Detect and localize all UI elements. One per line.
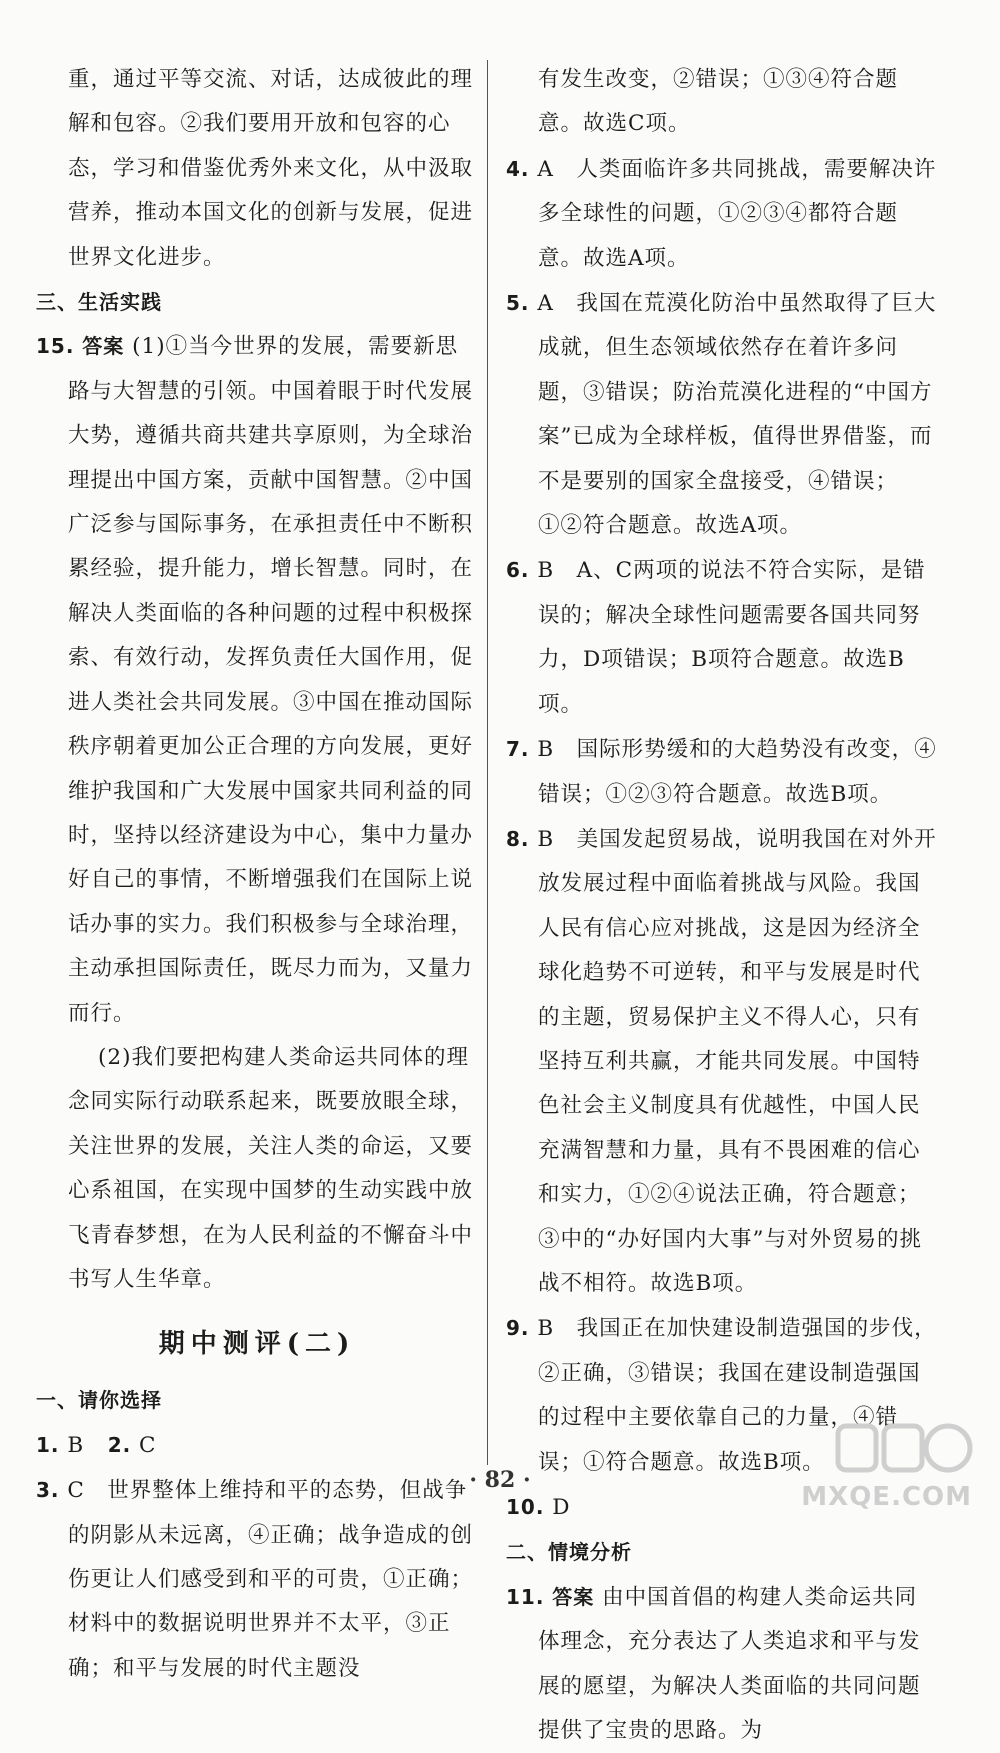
answers-1-2 <box>36 1423 478 1468</box>
question-number: 10. <box>506 1495 545 1519</box>
question-number: 11. <box>506 1584 545 1609</box>
question-15 <box>36 324 478 1036</box>
question-number: 4. <box>506 156 530 181</box>
question-11 <box>506 1575 938 1753</box>
page-number: · 82 · <box>469 1467 531 1493</box>
section-title: 期中测评(二) <box>158 1329 356 1360</box>
watermark-logo <box>801 1420 978 1516</box>
answer-text-part2: (2)我们要把构建人类命运共同体的理念同实际行动联系起来，既要放眼全球，关注世界的发展，关注人类的命运，又要心系祖国，在实现中国梦的生动实践中放飞青春梦想，在为人民利益的不懈奋斗中书写人生华章。 <box>68 1044 474 1292</box>
answer-text-part1: (1)①当今世界的发展，需要新思路与大智慧的引领。中国着眼于时代发展大势，遵循共商共建共享原则，为全球治理提出中国方案，贡献中国智慧。②中国广泛参与国际事务，在承担责任中不断积累经验，提升能力，增长智慧。同时，在解决人类面临的各种问题的过程中积极探索、有效行动，发挥负责任大国作用，促进人类社会共同发展。③中国在推动国际秩序朝着更加公正合理的方向发展，更好维护我国和广大发展中国家共同利益的同时，坚持以经济建设为中心，集中力量办好自己的事情，不断增强我们在国际上说话办事的实力。我们积极参与全球治理，主动承担国际责任，既尽力而为，又量力而行。 <box>68 334 474 1026</box>
question-number: 2. <box>107 1432 132 1457</box>
question-4 <box>506 147 938 281</box>
answer-label: 答案 <box>552 1584 595 1609</box>
continued-paragraph: 重，通过平等交流、对话，达成彼此的理解和包容。②我们要用开放和包容的心态，学习和借鉴优秀外来文化，从中汲取营养，推动本国文化的创新与发展，促进世界文化进步。 <box>68 67 474 270</box>
answer-text: B 美国发起贸易战，说明我国在对外开放发展过程中面临着挑战与风险。我国人民有信心应对挑战，这是因为经济全球化趋势不可逆转，和平与发展是时代的主题，贸易保护主义不得人心，只有坚持互利共赢，才能共同发展。中国特色社会主义制度具有优越性，中国人民充满智慧和力量，具有不畏困难的信心和实力，①②④说法正确，符合题意；③中的“办好国内大事”与对外贸易的挑战不相符。故选B项。 <box>537 826 937 1296</box>
question-number: 8. <box>506 826 530 851</box>
question-number: 6. <box>506 558 530 583</box>
section-heading-practice: 三、生活实践 <box>36 290 162 315</box>
question-number: 5. <box>506 291 530 316</box>
watermark-text: MXQE.COM <box>801 1482 972 1512</box>
answer-text: B 我国正在加快建设制造强国的步伐，②正确，③错误；我国在建设制造强国的过程中主要依靠自己的力量，④错误；①符合题意。故选B项。 <box>537 1316 937 1475</box>
question-number: 15. <box>36 334 75 359</box>
continued-paragraph: 有发生改变，②错误；①③④符合题意。故选C项。 <box>538 67 899 137</box>
question-number: 7. <box>506 737 530 762</box>
question-3 <box>36 1468 478 1691</box>
watermark-emblem-icon <box>834 1420 974 1480</box>
column-divider <box>487 60 488 1465</box>
answer-text: C 世界整体上维持和平的态势，但战争的阴影从未远离，④正确；战争造成的创伤更让人们感受到和平的可贵，①正确；材料中的数据说明世界并不太平，③正确；和平与发展的时代主题没 <box>67 1478 474 1681</box>
question-number: 9. <box>506 1316 530 1341</box>
left-column <box>36 58 478 1691</box>
section-heading-choice: 一、请你选择 <box>36 1388 162 1413</box>
question-7 <box>506 727 938 817</box>
answer-letter: C <box>139 1432 157 1458</box>
answer-text: 由中国首倡的构建人类命运共同体理念，充分表达了人类追求和平与发展的愿望，为解决人类面临的共同问题提供了宝贵的思路。为 <box>538 1584 921 1744</box>
answer-text: A 人类面临许多共同挑战，需要解决许多全球性的问题，①②③④都符合题意。故选A项。 <box>537 156 937 271</box>
answer-label: 答案 <box>82 334 125 359</box>
answer-text: D <box>552 1495 571 1520</box>
question-number: 3. <box>36 1478 60 1503</box>
question-number: 1. <box>36 1432 60 1457</box>
question-8 <box>506 817 938 1306</box>
answer-text: B 国际形势缓和的大趋势没有改变，④错误；①②③符合题意。故选B项。 <box>537 737 937 807</box>
question-6 <box>506 548 938 727</box>
section-heading-scenario: 二、情境分析 <box>506 1540 632 1565</box>
answer-text: A 我国在荒漠化防治中虽然取得了巨大成就，但生态领域依然存在着许多问题，③错误；防治荒漠化进程的“中国方案”已成为全球样板，值得世界借鉴，而不是要别的国家全盘接受，④错误；①②符合题意。故选A项。 <box>537 291 937 539</box>
question-5 <box>506 281 938 548</box>
answer-letter: B <box>67 1432 85 1458</box>
answer-text: B A、C两项的说法不符合实际，是错误的；解决全球性问题需要各国共同努力，D项错误；B项符合题意。故选B项。 <box>537 558 926 717</box>
